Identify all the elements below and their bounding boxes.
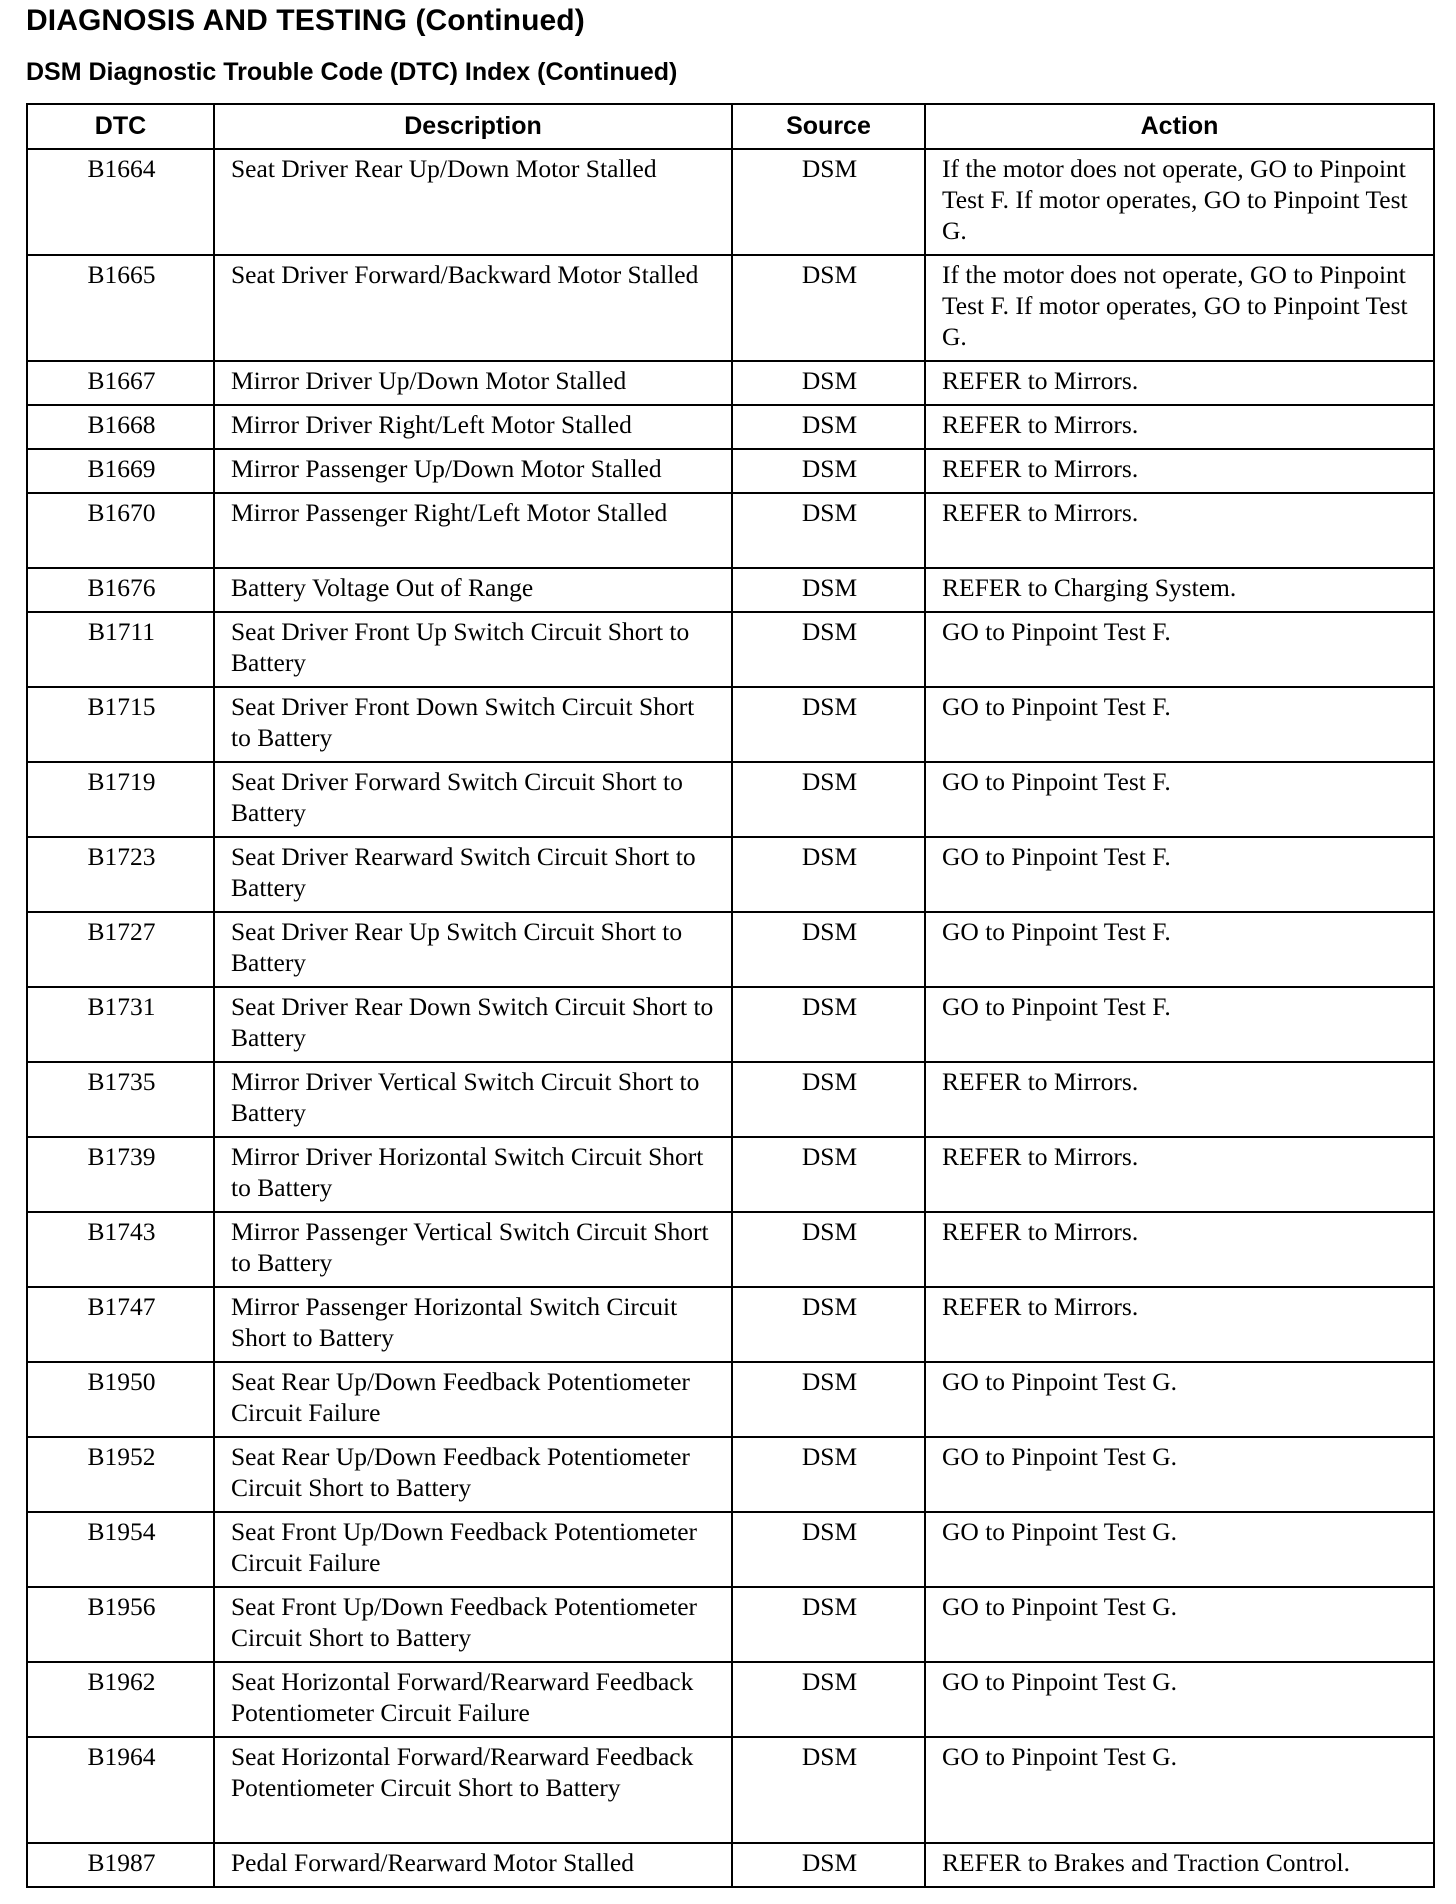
dtc-source: DSM — [732, 762, 925, 837]
table-row — [27, 493, 1434, 568]
dtc-code: B1715 — [27, 687, 214, 762]
dtc-source: DSM — [732, 612, 925, 687]
dtc-action: GO to Pinpoint Test G. — [925, 1512, 1434, 1587]
table-row — [27, 912, 1434, 987]
dtc-code: B1670 — [27, 493, 214, 568]
dtc-action: GO to Pinpoint Test F. — [925, 612, 1434, 687]
dtc-description: Seat Horizontal Forward/Rearward Feedback Potentiometer Circuit Short to Battery — [214, 1737, 732, 1843]
dtc-description: Mirror Driver Right/Left Motor Stalled — [214, 405, 732, 449]
dtc-code: B1669 — [27, 449, 214, 493]
dtc-code: B1668 — [27, 405, 214, 449]
column-header-description: Description — [214, 104, 732, 149]
dtc-index-table — [26, 103, 1435, 1888]
dtc-source: DSM — [732, 405, 925, 449]
dtc-code: B1954 — [27, 1512, 214, 1587]
table-row — [27, 837, 1434, 912]
table-row — [27, 1137, 1434, 1212]
dtc-code: B1723 — [27, 837, 214, 912]
dtc-code: B1719 — [27, 762, 214, 837]
table-row — [27, 449, 1434, 493]
dtc-source: DSM — [732, 1212, 925, 1287]
dtc-description: Seat Driver Rearward Switch Circuit Short to Battery — [214, 837, 732, 912]
dtc-source: DSM — [732, 1512, 925, 1587]
dtc-code: B1956 — [27, 1587, 214, 1662]
table-row — [27, 1737, 1434, 1843]
dtc-code: B1727 — [27, 912, 214, 987]
table-row — [27, 1437, 1434, 1512]
dtc-action: REFER to Brakes and Traction Control. — [925, 1843, 1434, 1887]
dtc-code: B1731 — [27, 987, 214, 1062]
dtc-description: Seat Driver Forward/Backward Motor Stalled — [214, 255, 732, 361]
dtc-description: Mirror Passenger Up/Down Motor Stalled — [214, 449, 732, 493]
dtc-code: B1743 — [27, 1212, 214, 1287]
dtc-source: DSM — [732, 987, 925, 1062]
dtc-action: GO to Pinpoint Test G. — [925, 1587, 1434, 1662]
dtc-action: GO to Pinpoint Test G. — [925, 1662, 1434, 1737]
dtc-source: DSM — [732, 255, 925, 361]
dtc-source: DSM — [732, 149, 925, 255]
dtc-action: GO to Pinpoint Test G. — [925, 1362, 1434, 1437]
dtc-source: DSM — [732, 449, 925, 493]
dtc-source: DSM — [732, 493, 925, 568]
dtc-action: REFER to Mirrors. — [925, 493, 1434, 568]
dtc-source: DSM — [732, 1437, 925, 1512]
dtc-description: Mirror Driver Vertical Switch Circuit Short to Battery — [214, 1062, 732, 1137]
dtc-description: Seat Horizontal Forward/Rearward Feedback Potentiometer Circuit Failure — [214, 1662, 732, 1737]
dtc-action: GO to Pinpoint Test F. — [925, 762, 1434, 837]
section-title: DSM Diagnostic Trouble Code (DTC) Index (Continued) — [26, 58, 678, 86]
dtc-action: REFER to Mirrors. — [925, 1287, 1434, 1362]
table-row — [27, 987, 1434, 1062]
dtc-description: Seat Driver Front Down Switch Circuit Short to Battery — [214, 687, 732, 762]
dtc-description: Mirror Driver Up/Down Motor Stalled — [214, 361, 732, 405]
table-row — [27, 1843, 1434, 1887]
dtc-description: Seat Driver Rear Up Switch Circuit Short to Battery — [214, 912, 732, 987]
dtc-description: Seat Driver Rear Up/Down Motor Stalled — [214, 149, 732, 255]
table-row — [27, 568, 1434, 612]
dtc-source: DSM — [732, 361, 925, 405]
column-header-dtc: DTC — [27, 104, 214, 149]
dtc-action: GO to Pinpoint Test G. — [925, 1737, 1434, 1843]
dtc-action: REFER to Charging System. — [925, 568, 1434, 612]
dtc-description: Seat Driver Forward Switch Circuit Short to Battery — [214, 762, 732, 837]
dtc-source: DSM — [732, 1287, 925, 1362]
dtc-action: GO to Pinpoint Test F. — [925, 987, 1434, 1062]
page-title: DIAGNOSIS AND TESTING (Continued) — [26, 4, 585, 37]
dtc-action: GO to Pinpoint Test G. — [925, 1437, 1434, 1512]
dtc-description: Pedal Forward/Rearward Motor Stalled — [214, 1843, 732, 1887]
dtc-description: Seat Rear Up/Down Feedback Potentiometer Circuit Failure — [214, 1362, 732, 1437]
dtc-code: B1952 — [27, 1437, 214, 1512]
dtc-code: B1676 — [27, 568, 214, 612]
dtc-description: Battery Voltage Out of Range — [214, 568, 732, 612]
dtc-action: REFER to Mirrors. — [925, 449, 1434, 493]
dtc-action: If the motor does not operate, GO to Pinpoint Test F. If motor operates, GO to Pinpoint Test G. — [925, 149, 1434, 255]
dtc-code: B1735 — [27, 1062, 214, 1137]
table-row — [27, 762, 1434, 837]
dtc-source: DSM — [732, 912, 925, 987]
table-row — [27, 687, 1434, 762]
table-row — [27, 612, 1434, 687]
dtc-action: REFER to Mirrors. — [925, 1137, 1434, 1212]
dtc-source: DSM — [732, 837, 925, 912]
dtc-code: B1987 — [27, 1843, 214, 1887]
dtc-source: DSM — [732, 1587, 925, 1662]
table-row — [27, 405, 1434, 449]
column-header-action: Action — [925, 104, 1434, 149]
table-row — [27, 149, 1434, 255]
dtc-action: If the motor does not operate, GO to Pinpoint Test F. If motor operates, GO to Pinpoint Test G. — [925, 255, 1434, 361]
dtc-source: DSM — [732, 1362, 925, 1437]
table-row — [27, 1512, 1434, 1587]
dtc-action: GO to Pinpoint Test F. — [925, 837, 1434, 912]
dtc-action: REFER to Mirrors. — [925, 361, 1434, 405]
table-row — [27, 1212, 1434, 1287]
dtc-code: B1962 — [27, 1662, 214, 1737]
dtc-source: DSM — [732, 1062, 925, 1137]
dtc-code: B1747 — [27, 1287, 214, 1362]
dtc-code: B1964 — [27, 1737, 214, 1843]
table-row — [27, 255, 1434, 361]
dtc-action: REFER to Mirrors. — [925, 1062, 1434, 1137]
dtc-description: Mirror Passenger Vertical Switch Circuit Short to Battery — [214, 1212, 732, 1287]
dtc-code: B1665 — [27, 255, 214, 361]
table-header-row — [27, 104, 1434, 149]
column-header-source: Source — [732, 104, 925, 149]
dtc-description: Mirror Passenger Right/Left Motor Stalled — [214, 493, 732, 568]
dtc-description: Seat Driver Front Up Switch Circuit Short to Battery — [214, 612, 732, 687]
dtc-source: DSM — [732, 568, 925, 612]
table-row — [27, 1287, 1434, 1362]
table-row — [27, 361, 1434, 405]
dtc-source: DSM — [732, 1843, 925, 1887]
dtc-source: DSM — [732, 1737, 925, 1843]
table-row — [27, 1362, 1434, 1437]
table-row — [27, 1662, 1434, 1737]
dtc-source: DSM — [732, 1137, 925, 1212]
dtc-description: Seat Front Up/Down Feedback Potentiometer Circuit Short to Battery — [214, 1587, 732, 1662]
dtc-action: GO to Pinpoint Test F. — [925, 912, 1434, 987]
dtc-code: B1664 — [27, 149, 214, 255]
dtc-action: REFER to Mirrors. — [925, 1212, 1434, 1287]
table-row — [27, 1062, 1434, 1137]
dtc-source: DSM — [732, 1662, 925, 1737]
dtc-description: Mirror Driver Horizontal Switch Circuit Short to Battery — [214, 1137, 732, 1212]
dtc-code: B1950 — [27, 1362, 214, 1437]
dtc-description: Seat Driver Rear Down Switch Circuit Short to Battery — [214, 987, 732, 1062]
table-row — [27, 1587, 1434, 1662]
dtc-action: GO to Pinpoint Test F. — [925, 687, 1434, 762]
dtc-description: Mirror Passenger Horizontal Switch Circuit Short to Battery — [214, 1287, 732, 1362]
dtc-action: REFER to Mirrors. — [925, 405, 1434, 449]
dtc-description: Seat Front Up/Down Feedback Potentiometer Circuit Failure — [214, 1512, 732, 1587]
dtc-code: B1739 — [27, 1137, 214, 1212]
dtc-description: Seat Rear Up/Down Feedback Potentiometer Circuit Short to Battery — [214, 1437, 732, 1512]
dtc-code: B1667 — [27, 361, 214, 405]
dtc-code: B1711 — [27, 612, 214, 687]
dtc-source: DSM — [732, 687, 925, 762]
